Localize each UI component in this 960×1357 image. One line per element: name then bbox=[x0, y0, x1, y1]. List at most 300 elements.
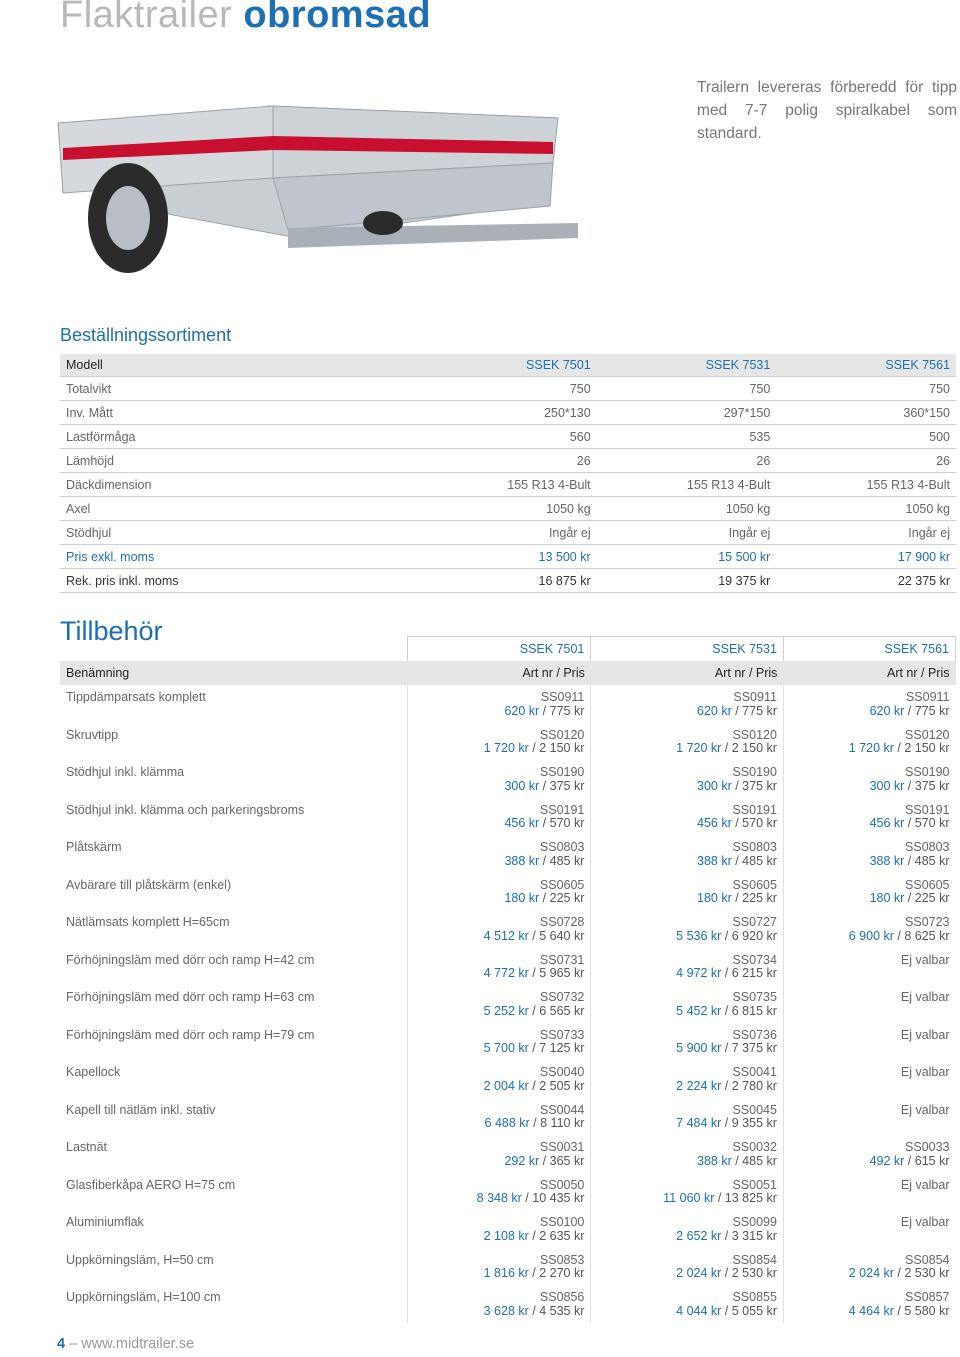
price-cell: 13 500 kr bbox=[417, 545, 597, 569]
price-ex: 7 484 kr bbox=[676, 1116, 722, 1130]
article-number: SS0727 bbox=[732, 915, 777, 929]
price-ex: 2 652 kr bbox=[676, 1228, 722, 1243]
section-order-title: Beställningssortiment bbox=[60, 325, 232, 345]
article-number: SS0736 bbox=[732, 1027, 777, 1042]
acc-cell bbox=[408, 1098, 591, 1136]
spec-value: 1050 kg bbox=[417, 497, 597, 521]
acc-cell bbox=[783, 985, 955, 1023]
price-inc: 5 055 kr bbox=[731, 1303, 777, 1318]
price-inc: 6 815 kr bbox=[731, 1003, 777, 1018]
acc-row bbox=[60, 1210, 956, 1248]
acc-row bbox=[60, 1285, 956, 1323]
price-separator: / bbox=[904, 1153, 915, 1168]
price-separator: / bbox=[539, 1153, 550, 1168]
acc-cell bbox=[591, 760, 784, 798]
spec-value: 26 bbox=[776, 449, 956, 473]
price-separator: / bbox=[904, 703, 915, 718]
acc-row bbox=[60, 1098, 956, 1136]
article-number: SS0803 bbox=[905, 840, 950, 854]
spec-header-row bbox=[60, 354, 956, 377]
article-number: SS0031 bbox=[539, 1140, 585, 1154]
price-inc: 6 215 kr bbox=[731, 966, 777, 980]
title-bold: obromsad bbox=[243, 0, 432, 36]
article-number: SS0857 bbox=[905, 1290, 950, 1304]
price-inc: 3 315 kr bbox=[731, 1228, 777, 1243]
price-inc: 225 kr bbox=[742, 891, 777, 905]
acc-cell bbox=[783, 1173, 955, 1211]
article-number: SS0120 bbox=[905, 727, 950, 742]
spec-value: Ingår ej bbox=[597, 521, 777, 545]
acc-row bbox=[60, 1023, 956, 1061]
price-inc: 570 kr bbox=[742, 816, 777, 830]
acc-cell bbox=[783, 910, 955, 948]
acc-cell bbox=[591, 985, 784, 1023]
price-ex: 8 348 kr bbox=[476, 1191, 522, 1205]
acc-item-name: Avbärare till plåtskärm (enkel) bbox=[66, 877, 232, 892]
spec-table bbox=[60, 354, 956, 593]
price-ex: 5 452 kr bbox=[676, 1003, 722, 1018]
spec-value: 297*150 bbox=[597, 401, 777, 425]
price-separator: / bbox=[528, 1228, 540, 1243]
price-ex: 4 044 kr bbox=[676, 1303, 722, 1318]
acc-item-name: Uppkörningsläm, H=50 cm bbox=[66, 1252, 214, 1267]
price-ex: 180 kr bbox=[869, 891, 905, 905]
price-ex: 1 720 kr bbox=[848, 741, 894, 755]
price-cell: 19 375 kr bbox=[597, 569, 777, 593]
price-ex: 388 kr bbox=[697, 853, 732, 868]
price-ex: 2 004 kr bbox=[483, 1078, 529, 1093]
acc-col-head: Benämning bbox=[60, 661, 408, 685]
price-inc: 375 kr bbox=[914, 778, 950, 793]
price-inc: 2 270 kr bbox=[539, 1266, 585, 1280]
article-number: SS0803 bbox=[539, 840, 585, 854]
acc-cell bbox=[408, 1023, 591, 1061]
price-separator: / bbox=[721, 1266, 732, 1280]
acc-cell bbox=[783, 873, 955, 911]
acc-row bbox=[60, 835, 956, 873]
acc-row bbox=[60, 948, 956, 986]
acc-cell bbox=[591, 798, 784, 836]
article-number: SS0854 bbox=[905, 1252, 950, 1267]
price-ex: 2 224 kr bbox=[676, 1078, 722, 1093]
acc-item-name: Förhöjningsläm med dörr och ramp H=42 cm bbox=[66, 952, 315, 967]
acc-cell bbox=[783, 948, 955, 986]
acc-item-name: Plåtskärm bbox=[66, 840, 122, 854]
price-ex: 388 kr bbox=[697, 1153, 732, 1168]
spec-value: 155 R13 4-Bult bbox=[417, 473, 597, 497]
acc-item-name: Kapell till nätläm inkl. stativ bbox=[66, 1102, 216, 1117]
price-inc: 375 kr bbox=[549, 778, 585, 793]
acc-col-head: Art nr / Pris bbox=[591, 661, 784, 685]
acc-cell bbox=[783, 1060, 955, 1098]
price-inc: 570 kr bbox=[549, 816, 585, 830]
price-separator: / bbox=[539, 853, 550, 868]
row-label: Lämhöjd bbox=[60, 449, 417, 473]
price-ex: 1 720 kr bbox=[676, 741, 722, 755]
spec-value: 155 R13 4-Bult bbox=[597, 473, 777, 497]
article-number: SS0190 bbox=[905, 765, 950, 779]
row-label: Lastförmåga bbox=[60, 425, 417, 449]
acc-cell bbox=[591, 835, 784, 873]
price-inc: 10 435 kr bbox=[532, 1191, 585, 1205]
price-separator: / bbox=[731, 891, 743, 905]
price-ex: 620 kr bbox=[869, 703, 905, 718]
spec-row bbox=[60, 497, 956, 521]
price-separator: / bbox=[721, 1303, 732, 1318]
price-cell: 16 875 kr bbox=[417, 569, 597, 593]
page-title bbox=[60, 0, 431, 37]
spec-value: 26 bbox=[597, 449, 777, 473]
acc-cell bbox=[408, 1248, 591, 1286]
price-inc: 2 780 kr bbox=[731, 1078, 777, 1093]
accessories-table bbox=[60, 636, 956, 1323]
price-cell: 15 500 kr bbox=[597, 545, 777, 569]
article-number: SS0050 bbox=[539, 1177, 585, 1192]
acc-cell bbox=[591, 1135, 784, 1173]
acc-item-name: Stödhjul inkl. klämma och parkeringsbroms bbox=[66, 802, 305, 817]
row-label: Totalvikt bbox=[60, 377, 417, 401]
price-inc: 775 kr bbox=[549, 703, 585, 718]
price-ex: 492 kr bbox=[869, 1153, 905, 1168]
acc-row bbox=[60, 760, 956, 798]
price-inc: 7 375 kr bbox=[731, 1041, 777, 1055]
acc-row bbox=[60, 798, 956, 836]
acc-cell bbox=[408, 1210, 591, 1248]
price-inc: 8 110 kr bbox=[540, 1116, 585, 1130]
article-number: SS0041 bbox=[732, 1065, 777, 1079]
price-inc: 485 kr bbox=[549, 853, 585, 868]
price-separator: / bbox=[521, 1191, 533, 1205]
acc-row bbox=[60, 1135, 956, 1173]
price-separator: / bbox=[721, 966, 732, 980]
row-label: Däckdimension bbox=[60, 473, 417, 497]
price-inc: 13 825 kr bbox=[724, 1191, 777, 1205]
acc-col-head: Art nr / Pris bbox=[783, 661, 955, 685]
price-inc: 5 580 kr bbox=[904, 1303, 950, 1318]
article-number: SS0191 bbox=[905, 802, 950, 817]
acc-item-name: Aluminiumflak bbox=[66, 1215, 144, 1229]
acc-model-head: SSEK 7501 bbox=[408, 637, 591, 662]
acc-cell bbox=[591, 1285, 784, 1323]
price-inc: 8 625 kr bbox=[904, 928, 950, 943]
spec-value: 360*150 bbox=[776, 401, 956, 425]
price-inc: 2 530 kr bbox=[904, 1266, 950, 1280]
article-number: SS0051 bbox=[732, 1177, 777, 1192]
price-separator: / bbox=[893, 741, 905, 755]
acc-cell bbox=[783, 1098, 955, 1136]
acc-cell bbox=[783, 1210, 955, 1248]
acc-item-name: Tippdämparsats komplett bbox=[66, 690, 206, 704]
price-inc: 2 150 kr bbox=[539, 741, 585, 755]
spec-value: 250*130 bbox=[417, 401, 597, 425]
price-inc-row bbox=[60, 569, 956, 593]
price-ex: 2 024 kr bbox=[848, 1266, 894, 1280]
price-inc: 2 505 kr bbox=[539, 1078, 585, 1093]
row-label: Axel bbox=[60, 497, 417, 521]
acc-model-head: SSEK 7561 bbox=[783, 637, 955, 662]
price-ex-row bbox=[60, 545, 956, 569]
price-inc: 5 640 kr bbox=[539, 928, 585, 943]
price-separator: / bbox=[731, 816, 743, 830]
price-separator: / bbox=[731, 703, 743, 718]
footer-url: www.midtrailer.se bbox=[81, 1336, 195, 1352]
acc-cell bbox=[408, 723, 591, 761]
price-separator: / bbox=[528, 1303, 540, 1318]
price-inc: 5 965 kr bbox=[539, 966, 585, 980]
price-separator: / bbox=[528, 1078, 540, 1093]
article-number: SS0723 bbox=[905, 915, 950, 929]
not-available: Ej valbar bbox=[900, 1027, 950, 1042]
spec-value: 26 bbox=[417, 449, 597, 473]
acc-item-name: Lastnät bbox=[66, 1140, 108, 1154]
price-separator: / bbox=[893, 928, 905, 943]
article-number: SS0731 bbox=[539, 952, 585, 967]
price-ex: 5 700 kr bbox=[483, 1041, 529, 1055]
intro-text: Trailern levereras förberedd för tipp med 7-7 polig spiralkabel som standard. bbox=[697, 79, 957, 142]
row-label: Rek. pris inkl. moms bbox=[60, 569, 417, 593]
spec-value: Ingår ej bbox=[776, 521, 956, 545]
price-separator: / bbox=[721, 928, 732, 943]
price-separator: / bbox=[714, 1191, 725, 1205]
acc-cell bbox=[591, 1248, 784, 1286]
price-inc: 485 kr bbox=[742, 1153, 777, 1168]
price-ex: 6 900 kr bbox=[848, 928, 894, 943]
price-ex: 300 kr bbox=[869, 778, 905, 793]
price-ex: 388 kr bbox=[504, 853, 540, 868]
article-number: SS0190 bbox=[732, 765, 777, 779]
price-ex: 2 024 kr bbox=[676, 1266, 722, 1280]
price-separator: / bbox=[528, 741, 540, 755]
acc-cell bbox=[783, 685, 955, 723]
acc-model-row bbox=[60, 637, 956, 662]
spec-value: 1050 kg bbox=[597, 497, 777, 521]
price-cell: 17 900 kr bbox=[776, 545, 956, 569]
price-separator: / bbox=[904, 891, 915, 905]
price-separator: / bbox=[528, 928, 540, 943]
spec-head-model: SSEK 7531 bbox=[597, 354, 777, 377]
price-inc: 6 565 kr bbox=[539, 1003, 585, 1018]
price-separator: / bbox=[904, 778, 915, 793]
price-ex: 180 kr bbox=[697, 891, 732, 905]
spec-row bbox=[60, 377, 956, 401]
spec-head-model: SSEK 7561 bbox=[776, 354, 956, 377]
article-number: SS0605 bbox=[539, 877, 585, 892]
spec-head-model: SSEK 7501 bbox=[417, 354, 597, 377]
price-separator: / bbox=[528, 1041, 540, 1055]
acc-cell bbox=[591, 1173, 784, 1211]
price-separator: / bbox=[721, 1116, 732, 1130]
price-inc: 615 kr bbox=[914, 1153, 950, 1168]
acc-cell bbox=[408, 910, 591, 948]
article-number: SS0734 bbox=[732, 952, 777, 967]
price-ex: 300 kr bbox=[504, 778, 540, 793]
price-separator: / bbox=[528, 966, 540, 980]
acc-cell bbox=[783, 835, 955, 873]
acc-item-name: Kapellock bbox=[66, 1065, 121, 1079]
acc-cell bbox=[408, 1285, 591, 1323]
acc-row bbox=[60, 685, 956, 723]
price-inc: 2 635 kr bbox=[539, 1228, 585, 1243]
price-inc: 570 kr bbox=[914, 816, 950, 830]
section-accessories-title: Tillbehör bbox=[60, 616, 163, 646]
acc-cell bbox=[783, 798, 955, 836]
row-label: Stödhjul bbox=[60, 521, 417, 545]
article-number: SS0854 bbox=[732, 1252, 777, 1267]
acc-item-name: Förhöjningsläm med dörr och ramp H=63 cm bbox=[66, 990, 315, 1004]
acc-cell bbox=[408, 985, 591, 1023]
article-number: SS0190 bbox=[539, 765, 585, 779]
price-ex: 5 536 kr bbox=[676, 928, 722, 943]
acc-cell bbox=[591, 1023, 784, 1061]
article-number: SS0033 bbox=[905, 1140, 950, 1154]
acc-cell bbox=[408, 760, 591, 798]
price-inc: 7 125 kr bbox=[539, 1041, 585, 1055]
price-ex: 4 972 kr bbox=[676, 966, 722, 980]
acc-cell bbox=[591, 1060, 784, 1098]
price-inc: 775 kr bbox=[914, 703, 950, 718]
price-ex: 4 512 kr bbox=[483, 928, 529, 943]
price-separator: / bbox=[731, 1153, 743, 1168]
price-separator: / bbox=[721, 1228, 732, 1243]
price-separator: / bbox=[539, 816, 550, 830]
price-ex: 456 kr bbox=[697, 816, 732, 830]
price-separator: / bbox=[731, 778, 743, 793]
acc-cell bbox=[783, 1023, 955, 1061]
price-ex: 456 kr bbox=[504, 816, 540, 830]
acc-cell bbox=[783, 1248, 955, 1286]
row-label: Inv. Mått bbox=[60, 401, 417, 425]
article-number: SS0040 bbox=[539, 1065, 585, 1079]
not-available: Ej valbar bbox=[900, 1102, 950, 1117]
acc-cell bbox=[591, 1210, 784, 1248]
spec-row bbox=[60, 521, 956, 545]
acc-row bbox=[60, 1173, 956, 1211]
acc-row bbox=[60, 1060, 956, 1098]
acc-col-head: Art nr / Pris bbox=[408, 661, 591, 685]
spec-value: 750 bbox=[776, 377, 956, 401]
price-ex: 620 kr bbox=[697, 703, 732, 718]
price-separator: / bbox=[721, 1078, 732, 1093]
not-available: Ej valbar bbox=[900, 1065, 950, 1079]
price-inc: 2 150 kr bbox=[904, 741, 950, 755]
article-number: SS0191 bbox=[539, 802, 585, 817]
article-number: SS0044 bbox=[539, 1102, 585, 1117]
price-ex: 6 488 kr bbox=[484, 1116, 530, 1130]
article-number: SS0911 bbox=[905, 690, 950, 704]
not-available: Ej valbar bbox=[900, 952, 950, 967]
price-separator: / bbox=[539, 891, 550, 905]
page-number: 4 bbox=[57, 1336, 66, 1352]
price-ex: 2 108 kr bbox=[483, 1228, 529, 1243]
price-separator: / bbox=[721, 1003, 732, 1018]
spec-value: 535 bbox=[597, 425, 777, 449]
price-ex: 5 900 kr bbox=[676, 1041, 722, 1055]
price-separator: / bbox=[904, 816, 915, 830]
acc-item-name: Glasfiberkåpa AERO H=75 cm bbox=[66, 1177, 236, 1192]
price-ex: 300 kr bbox=[697, 778, 732, 793]
article-number: SS0733 bbox=[539, 1027, 585, 1042]
spec-value: 1050 kg bbox=[776, 497, 956, 521]
spec-value: 750 bbox=[597, 377, 777, 401]
acc-item-name: Förhöjningsläm med dörr och ramp H=79 cm bbox=[66, 1027, 315, 1042]
price-separator: / bbox=[528, 1003, 540, 1018]
spec-value: Ingår ej bbox=[417, 521, 597, 545]
not-available: Ej valbar bbox=[900, 990, 950, 1004]
price-separator: / bbox=[528, 1266, 540, 1280]
footer bbox=[57, 1336, 194, 1352]
acc-cell bbox=[591, 685, 784, 723]
spec-value: 155 R13 4-Bult bbox=[776, 473, 956, 497]
acc-item-name: Stödhjul inkl. klämma bbox=[66, 765, 185, 779]
footer-dash: – bbox=[69, 1336, 78, 1352]
acc-cell bbox=[591, 948, 784, 986]
trailer-photo bbox=[38, 98, 578, 313]
price-inc: 775 kr bbox=[742, 703, 777, 718]
price-separator: / bbox=[539, 778, 550, 793]
price-separator: / bbox=[893, 1303, 905, 1318]
article-number: SS0853 bbox=[539, 1252, 585, 1267]
not-available: Ej valbar bbox=[900, 1215, 950, 1229]
price-separator: / bbox=[904, 853, 915, 868]
price-ex: 1 720 kr bbox=[483, 741, 529, 755]
price-ex: 620 kr bbox=[504, 703, 540, 718]
acc-cell bbox=[408, 948, 591, 986]
price-ex: 4 464 kr bbox=[848, 1303, 894, 1318]
price-inc: 4 535 kr bbox=[539, 1303, 585, 1318]
article-number: SS0099 bbox=[732, 1215, 777, 1229]
acc-cell bbox=[408, 835, 591, 873]
acc-cell bbox=[408, 798, 591, 836]
price-inc: 6 920 kr bbox=[731, 928, 777, 943]
article-number: SS0100 bbox=[539, 1215, 585, 1229]
article-number: SS0728 bbox=[539, 915, 585, 929]
acc-model-spacer bbox=[60, 637, 408, 662]
spec-value: 750 bbox=[417, 377, 597, 401]
acc-col-row bbox=[60, 661, 956, 685]
price-inc: 225 kr bbox=[914, 891, 950, 905]
not-available: Ej valbar bbox=[900, 1177, 950, 1192]
spec-row bbox=[60, 425, 956, 449]
price-ex: 4 772 kr bbox=[483, 966, 529, 980]
spec-value: 560 bbox=[417, 425, 597, 449]
acc-row bbox=[60, 873, 956, 911]
spec-value: 500 bbox=[776, 425, 956, 449]
acc-cell bbox=[783, 1285, 955, 1323]
article-number: SS0191 bbox=[732, 802, 777, 817]
article-number: SS0605 bbox=[732, 877, 777, 892]
spec-row bbox=[60, 449, 956, 473]
acc-cell bbox=[591, 1098, 784, 1136]
price-inc: 365 kr bbox=[549, 1153, 585, 1168]
price-inc: 9 355 kr bbox=[731, 1116, 777, 1130]
title-light: Flaktrailer bbox=[60, 0, 233, 36]
article-number: SS0605 bbox=[905, 877, 950, 892]
spec-row bbox=[60, 473, 956, 497]
acc-cell bbox=[591, 723, 784, 761]
acc-row bbox=[60, 985, 956, 1023]
acc-cell bbox=[408, 1060, 591, 1098]
acc-item-name: Nätlämsats komplett H=65cm bbox=[66, 915, 230, 929]
price-ex: 3 628 kr bbox=[483, 1303, 529, 1318]
price-inc: 225 kr bbox=[549, 891, 585, 905]
acc-model-head: SSEK 7531 bbox=[591, 637, 784, 662]
acc-cell bbox=[591, 873, 784, 911]
acc-cell bbox=[408, 1135, 591, 1173]
price-ex: 5 252 kr bbox=[483, 1003, 529, 1018]
price-inc: 2 150 kr bbox=[731, 741, 777, 755]
price-ex: 292 kr bbox=[504, 1153, 540, 1168]
article-number: SS0803 bbox=[732, 840, 777, 854]
